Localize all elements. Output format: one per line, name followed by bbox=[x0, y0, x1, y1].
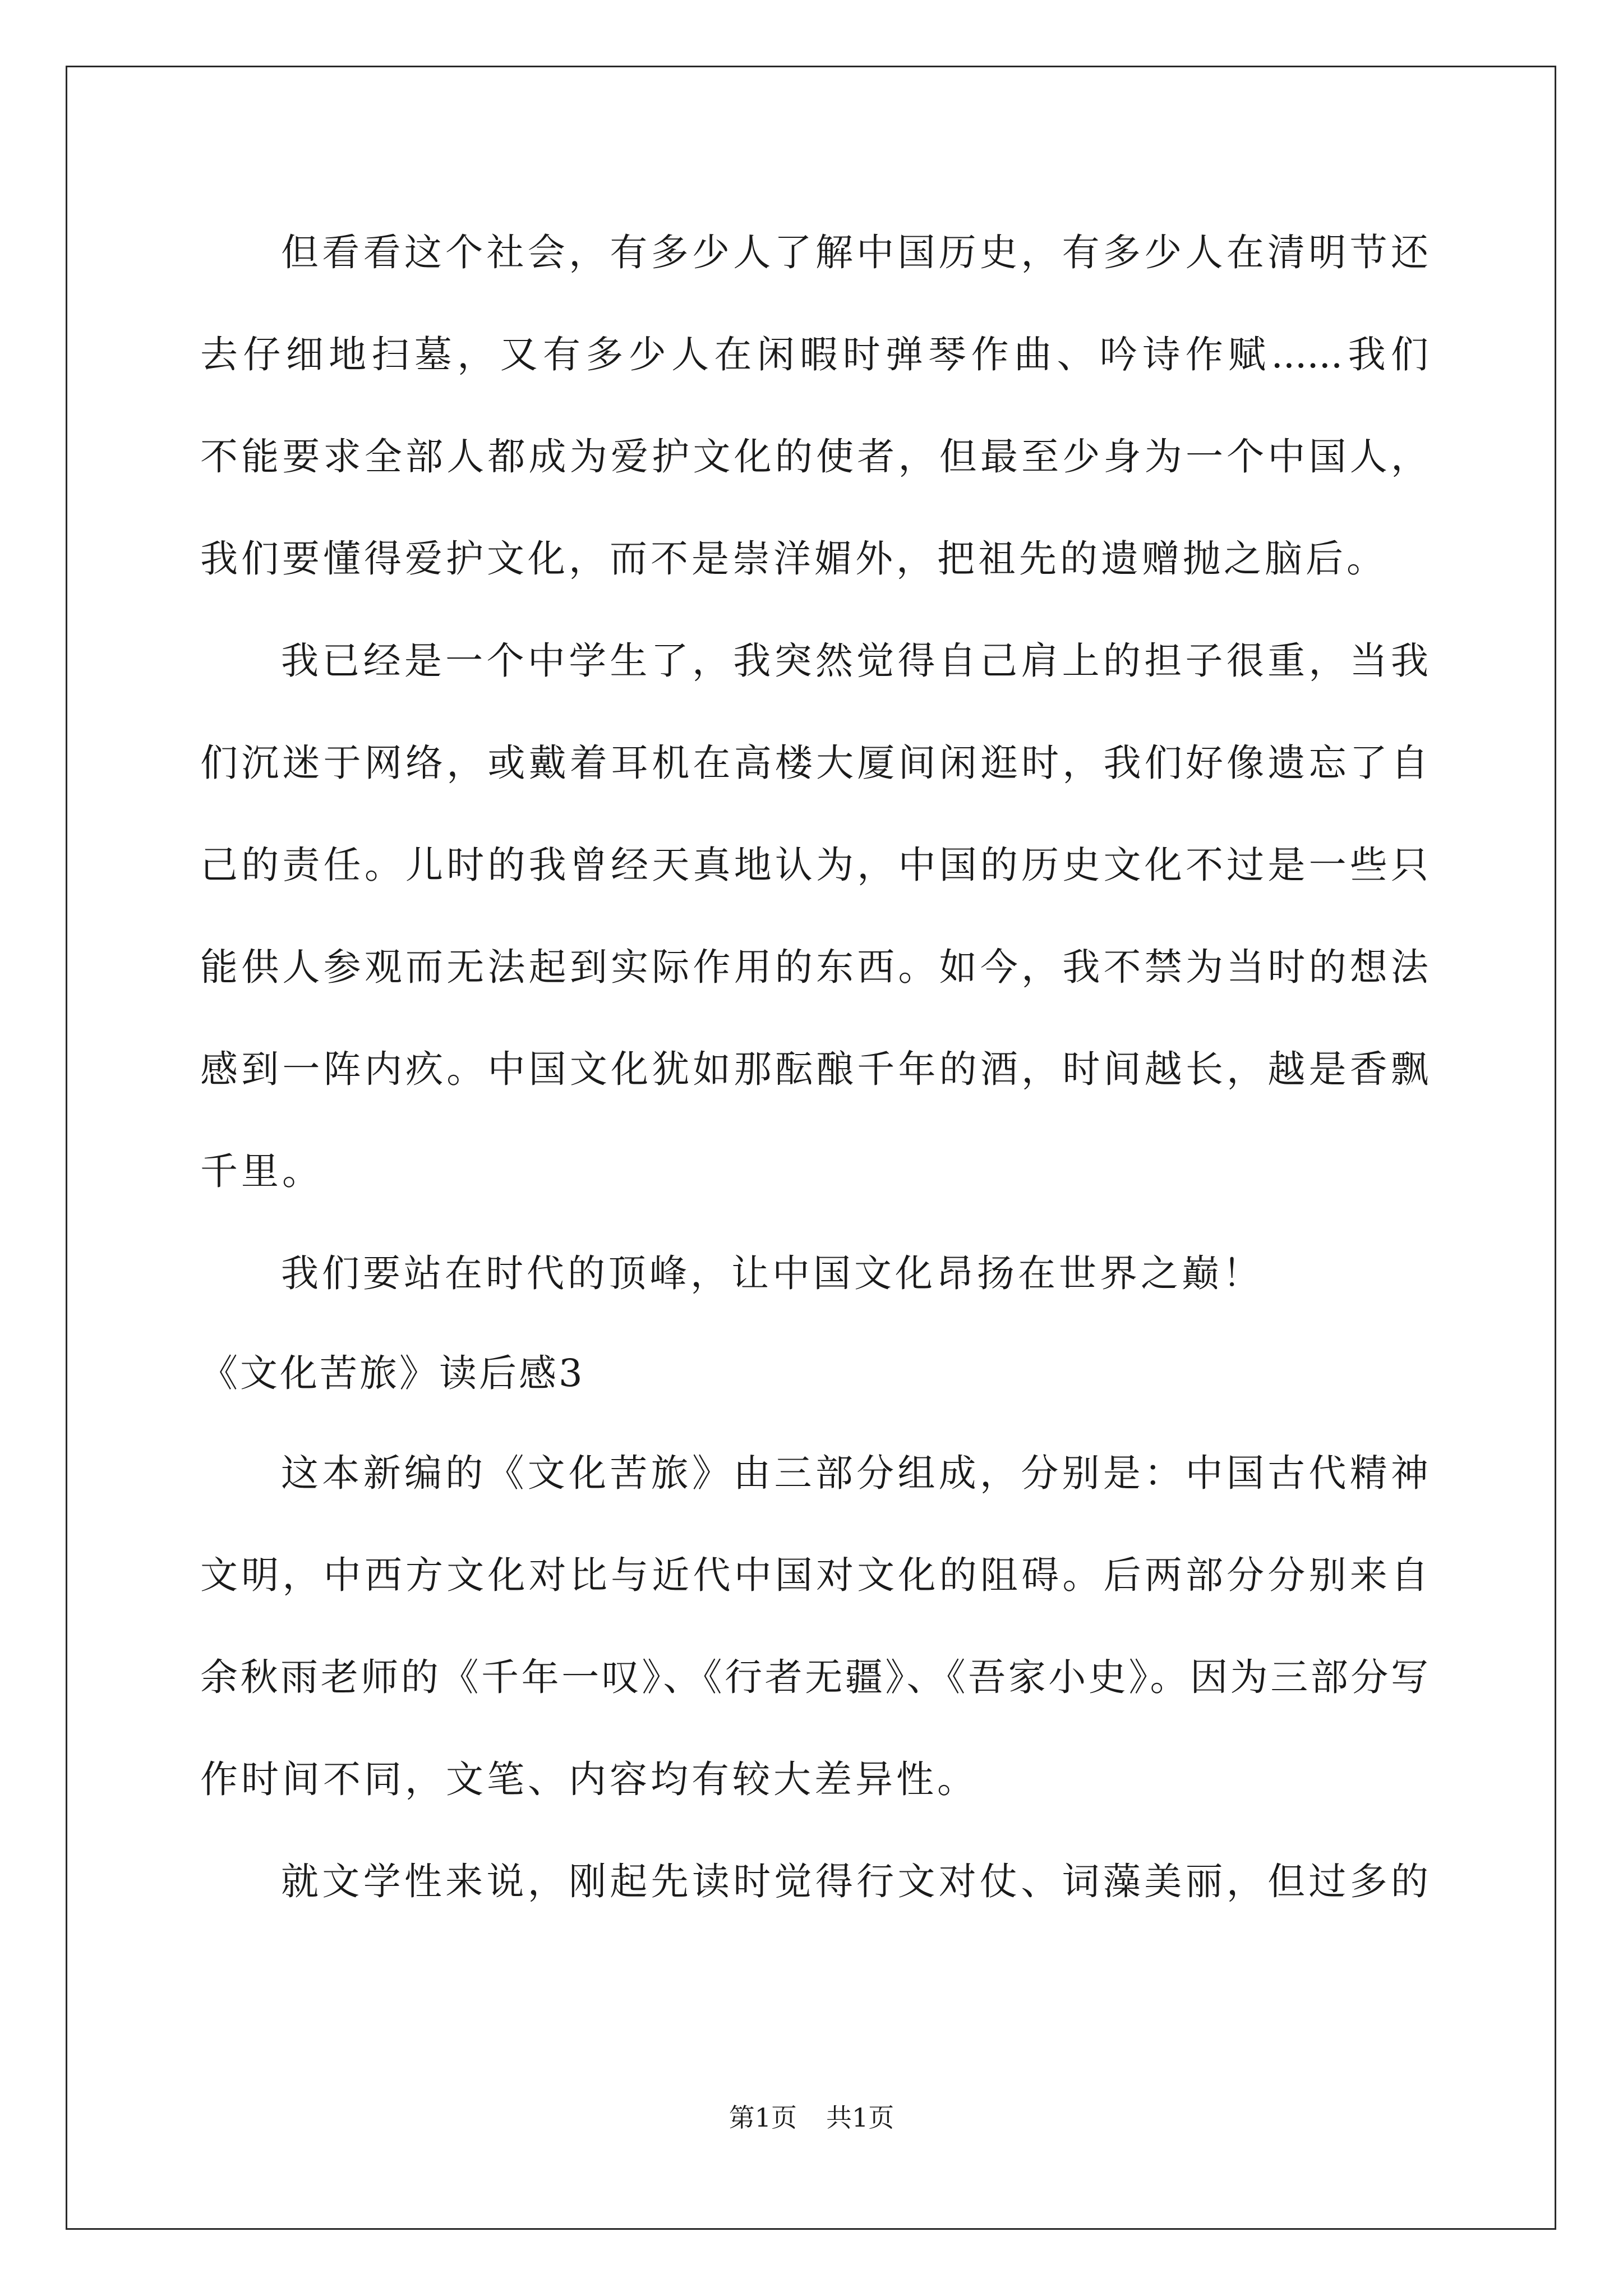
paragraph-2-line-2: 们沉迷于网络，或戴着耳机在高楼大厦间闲逛时，我们好像遗忘了自 bbox=[200, 741, 1428, 785]
paragraph-4-line-2: 文明，中西方文化对比与近代中国对文化的阻碍。后两部分分别来自 bbox=[200, 1553, 1428, 1597]
page-total: 共1页 bbox=[826, 2102, 895, 2133]
paragraph-4-line-1: 这本新编的《文化苦旅》由三部分组成，分别是：中国古代精神 bbox=[281, 1451, 1428, 1495]
paragraph-1-line-4: 我们要懂得爱护文化，而不是崇洋媚外，把祖先的遗赠抛之脑后。 bbox=[200, 537, 1387, 581]
page-number: 第1页 bbox=[728, 2102, 797, 2133]
paragraph-2-line-1: 我已经是一个中学生了，我突然觉得自己肩上的担子很重，当我 bbox=[281, 639, 1428, 683]
paragraph-4-line-4: 作时间不同，文笔、内容均有较大差异性。 bbox=[200, 1757, 978, 1801]
paragraph-5-line-1: 就文学性来说，刚起先读时觉得行文对仗、词藻美丽，但过多的 bbox=[281, 1860, 1428, 1903]
paragraph-2-line-4: 能供人参观而无法起到实际作用的东西。如今，我不禁为当时的想法 bbox=[200, 945, 1428, 989]
paragraph-1-line-2: 去仔细地扫墓，又有多少人在闲暇时弹琴作曲、吟诗作赋......我们 bbox=[200, 333, 1428, 376]
paragraph-1-line-3: 不能要求全部人都成为爱护文化的使者，但最至少身为一个中国人， bbox=[200, 435, 1428, 478]
paragraph-4-line-3: 余秋雨老师的《千年一叹》、《行者无疆》、《吾家小史》。因为三部分写 bbox=[200, 1655, 1428, 1699]
page-footer bbox=[0, 2101, 1623, 2134]
section-heading: 《文化苦旅》读后感3 bbox=[200, 1351, 585, 1395]
paragraph-2-line-3: 己的责任。儿时的我曾经天真地认为，中国的历史文化不过是一些只 bbox=[200, 843, 1428, 887]
paragraph-2-line-6: 千里。 bbox=[200, 1149, 323, 1193]
paragraph-1-line-1: 但看看这个社会，有多少人了解中国历史，有多少人在清明节还 bbox=[281, 231, 1428, 274]
paragraph-2-line-5: 感到一阵内疚。中国文化犹如那酝酿千年的酒，时间越长，越是香飘 bbox=[200, 1047, 1428, 1091]
paragraph-3-line-1: 我们要站在时代的顶峰，让中国文化昂扬在世界之巅！ bbox=[281, 1251, 1264, 1295]
